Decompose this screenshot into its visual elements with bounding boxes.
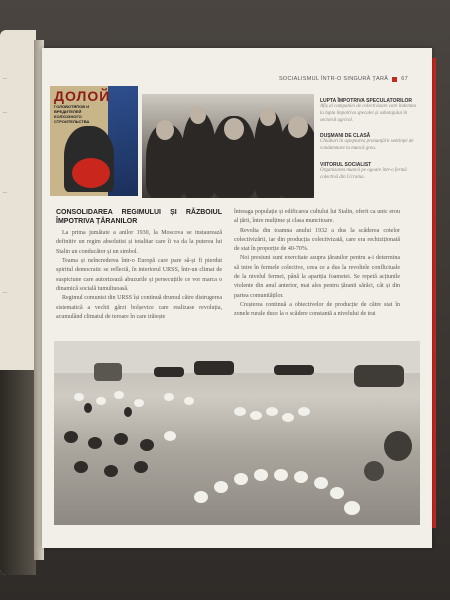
body-paragraph: Noi presiuni sunt exercitate asupra țăranilor pentru a-i determina să intre în fermele colective, ceea ce a dus la revoltele conflictuale de la nivelul fermei, până la apariția foametei. Se repetă acțiunile violente din anul anterior, mai ales pentru țăranii sărăci, cât și din partea comunităților. — [234, 255, 400, 299]
body-paragraph: La prima jumătate a anilor 1930, la Moscova se instaurează definitiv un regim absolutist și totalitar care îi va da la puterea lui Stalin un conducător și un simbol. — [56, 230, 222, 255]
caption-title: LUPTA ÎMPOTRIVA SPECULATORILOR — [320, 98, 413, 104]
red-square-icon — [392, 77, 397, 82]
left-page-fragment: ... ... ... ... — [0, 30, 36, 575]
caption-3 — [320, 162, 420, 182]
caption-1 — [320, 98, 420, 124]
left-page-photo — [0, 370, 36, 575]
poster-red-belly — [72, 158, 110, 188]
body-paragraph: Teama și neîncrederea într-o Europă care pare să-și fi pierdut spiritul democratic se reflectă, în interiorul URSS, într-un climat de suspiciune care autorizează abuzurile și persecuțiile ce vor marca o dinamică socială tumultuoasă. — [56, 258, 222, 292]
caption-text: Chiaburi în așteptarea pronunțării sentinței de condamnare la muncă grea. — [320, 139, 414, 151]
body-paragraph: Creșterea continuă a obiectivelor de producție de către stat în zonele rurale duce la o scădere constantă a nivelului de trai — [234, 301, 400, 318]
photo-collective-farm — [54, 341, 420, 525]
running-head-title: SOCIALISMUL ÎNTR-O SINGURĂ ȚARĂ — [278, 76, 389, 82]
section-heading: CONSOLIDAREA REGIMULUI ȘI RĂZBOIUL ÎMPOTRIVA ȚĂRANILOR — [56, 209, 222, 226]
propaganda-poster — [50, 86, 138, 196]
caption-text: Afiș al campaniei de colectivizare care îndemna la lupta împotriva speculei și sabotajului în sectorul agricol. — [320, 104, 416, 123]
poster-subtext: ГОЛОВОТЯПОВ И ВРЕДИТЕЛЕЙ КОЛХОЗНОГО СТРОИТЕЛЬСТВА — [54, 104, 90, 124]
book-page — [42, 48, 432, 548]
caption-2 — [320, 133, 420, 153]
running-head — [279, 76, 408, 82]
caption-title: VIITORUL SOCIALIST — [320, 161, 372, 168]
body-paragraph: Regimul comunist din URSS își continuă drumul către distrugerea sistematică a vechii gărzi bolșevice care realizase revoluția, acumulând climatul de teroare în care trăiește — [56, 295, 222, 320]
caption-title: DUȘMANI DE CLASĂ — [320, 133, 371, 140]
page-number: 67 — [401, 76, 408, 82]
caption-text: Organizarea muncii pe ogoare într-o fermă colectivă din Ucraina. — [320, 167, 407, 180]
caption-column — [320, 98, 420, 190]
photo-kulaks — [142, 94, 314, 198]
text-column-right — [234, 208, 400, 320]
text-column-left — [56, 208, 222, 322]
body-paragraph: întreaga populație și edificarea cultului lui Stalin, oferit ca unic erou al țării, între mulțime și clasa muncitoare. — [234, 209, 400, 225]
poster-headline: ДОЛОЙ — [54, 88, 111, 104]
body-paragraph: Revolta din toamna anului 1932 a dus la scăderea cotelor colectivizării, iar din producția colectivizată, care era rechiziționată de stat în proporție de 40-70%. — [234, 227, 400, 253]
